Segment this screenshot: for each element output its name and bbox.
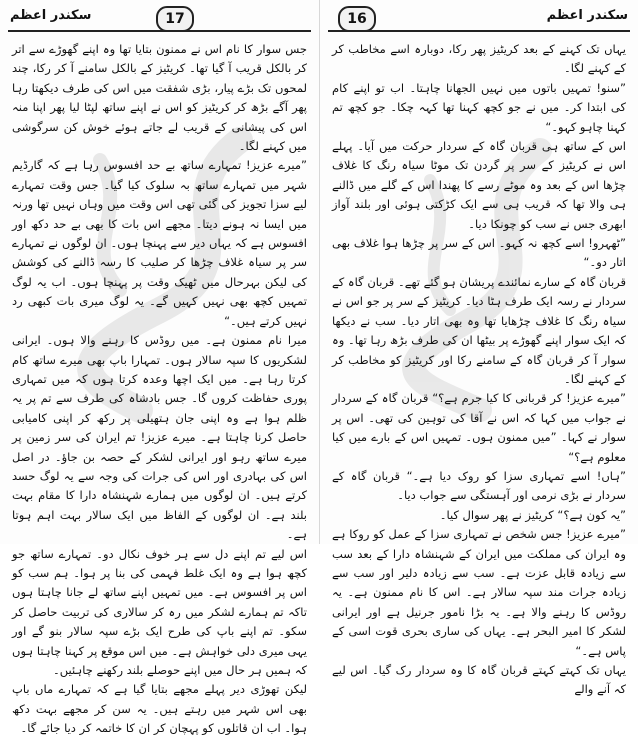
paragraph: جس سوار کا نام اس نے ممنون بتایا تھا وہ اپنے گھوڑے سے اتر کر بالکل قریب آ گیا تھا۔ کریٹیز کے بالکل سامنے آ کر رکا، چند لمحوں تک بڑے پیار، بڑی شفقت میں اس کی طرف دیکھتا رہا پھر آگے بڑھ کر کریٹیز کو اس نے اپنے ساتھ لپٹا لیا پھر اپنا منہ اس کی پیشانی کے قریب لے جاتے ہوئے خوش کن سرگوشی میں کہنے لگا۔ <box>12 42 307 154</box>
right-page <box>320 0 638 697</box>
running-title: سکندر اعظم <box>546 8 628 23</box>
page-number: 16 <box>338 6 376 32</box>
page-header-left <box>8 6 311 32</box>
page-body-right <box>332 40 626 697</box>
paragraph: ”یہ کون ہے؟“ کریٹیز نے پھر سوال کیا۔ <box>439 507 626 522</box>
paragraph: میرا نام ممنون ہے۔ میں روڈس کا رہنے والا ہوں۔ ایرانی لشکریوں کا سپہ سالار ہوں۔ تمہارا باپ بھی میرے ساتھ کام کرتا رہا ہے۔ میں ایک اچھا وعدہ کرتا ہوں کہ میں تمہاری پوری حفاظت کروں گا۔ جس بادشاہ کی طرف سے تم پر یہ ظلم ہوا ہے وہ اپنی جان ہتھیلی پر رکھ کر اپنی کامیابی حاصل کرنا چاہتا ہے۔ میرے عزیز! تم ایران کی سر زمین پر میرے ساتھ رہو اور ایرانی لشکر کے حصہ بن جاؤ۔ در اصل اس کی بہادری اور اس کی جرات کی وجہ سے یہ لوگ حسد کرتے ہیں۔ ان لوگوں میں ہمارے شہنشاہ دارا کا مقام بہت بلند ہے۔ ان لوگوں کے الفاظ میں ایک سالار بہت اہم ہوتا ہے۔ <box>12 333 307 542</box>
paragraph: ”ٹھہرو! اسے کچھ نہ کہو۔ اس کے سر پر چڑھا ہوا غلاف بھی اتار دو۔“ <box>332 236 626 270</box>
page-body-left <box>12 40 307 736</box>
paragraph: ”میرے عزیز! تمہارے ساتھ بے حد افسوس رہا ہے کہ گارڈیم شہر میں تمہارے ساتھ بہ سلوک کیا گیا۔ جس وقت تمہارے لیے سزا تجویز کی گئی تھی اس وقت میں وہاں نہیں تھا ورنہ میں ایسا نہ ہونے دیتا۔ مجھے اس بات کا بھی بے حد دکھ اور افسوس ہے کہ یہاں دیر سے پہنچا ہوں۔ ان لوگوں نے تمہارے سر پر سیاہ غلاف چڑھا کر صلیب کا رسہ ڈالنے کی کوشش کی لیکن بہرحال میں ٹھیک وقت پر پہنچا ہوں۔ اب یہ لوگ تمہیں کچھ بھی نہیں کہیں گے۔ یہ لوگ میری بات کبھی رد نہیں کرتے ہیں۔“ <box>12 158 307 328</box>
paragraph: ”ہاں! اسے تمہاری سزا کو روک دیا ہے۔“ قربان گاہ کے سردار نے بڑی نرمی اور آہستگی سے جواب دیا۔ <box>332 468 626 503</box>
paragraph: ”سنو! تمہیں باتوں میں نہیں الجھانا چاہتا۔ اب تو اپنے کام کی ابتدا کر۔ میں نے جو کچھ کہنا تھا کہہ چکا۔ جو کچھ تم کہنا چاہو کہو۔“ <box>332 80 626 134</box>
paragraph: اس لیے تم اپنے دل سے ہر خوف نکال دو۔ تمہارے ساتھ جو کچھ ہوا ہے وہ ایک غلط فہمی کی بنا پر ہوا۔ ہم سب کو اس پر افسوس ہے۔ میں تمہیں اپنے ساتھ لے جانا چاہتا ہوں تاکہ تم ہمارے لشکر میں رہ کر سالاری کی تربیت حاصل کر سکو۔ تم اپنے باپ کی طرح ایک بڑے سپہ سالار بنو گے اور یہی میری دلی خواہش ہے۔ میں اس موقع پر کہنا چاہتا ہوں کہ ہمیں ہر حال میں اپنے حوصلے بلند رکھنے چاہئیں۔ <box>12 546 307 677</box>
paragraph: قربان گاہ کے سارے نمائندے پریشان ہو گئے تھے۔ قربان گاہ کے سردار نے رسہ ایک طرف ہٹا دیا۔ کریٹیز کے سر پر جو اس نے سیاہ رنگ کا غلاف چڑھایا تھا وہ بھی اتار دیا۔ سب نے دیکھا کہ ایک سوار اپنے گھوڑے پر بیٹھا ان کی طرف بڑھ رہا تھا۔ وہ سوار آ کر قربان گاہ کے سامنے رکا اور کریٹیز کو مخاطب کر کے کہنے لگا۔ <box>332 274 626 386</box>
paragraph: یہاں تک کہنے کے بعد کریٹیز پھر رکا، دوبارہ اسے مخاطب کر کے کہنے لگا۔ <box>332 42 626 76</box>
page-number: 17 <box>156 6 194 32</box>
paragraph: ”میرے عزیز! جس شخص نے تمہاری سزا کے عمل کو روکا ہے وہ ایران کی مملکت میں ایران کے شہنشاہ دارا کے بعد سب سے زیادہ قابل عزت ہے۔ سب سے زیادہ دلیر اور سب سے زیادہ جرات مند سپہ سالار ہے۔ اس کا نام ممنون ہے۔ یہ روڈس کا رہنے والا ہے۔ یہ بڑا نامور جرنیل ہے اور ایرانی لشکر کا امیر البحر ہے۔ یہاں کی ساری بحری قوت اسی کے پاس ہے۔“ <box>332 527 626 658</box>
paragraph: یہاں تک کہتے کہتے قربان گاہ کا وہ سردار رک گیا۔ اس لیے کہ آنے والے <box>332 663 626 697</box>
paragraph: اس کے ساتھ ہی قربان گاہ کے سردار حرکت میں آیا۔ پہلے اس نے کریٹیز کے سر پر گردن تک موٹا سیاہ رنگ کا غلاف چڑھا اس کے بعد وہ موٹے رسے کا پھندا اس کے گلے میں ڈالنے ہی والا تھا کہ قریب ہی سے ایک کڑکتی ہوئی اور بلند آواز ابھری جس نے سب کو چونکا دیا۔ <box>332 139 626 231</box>
paragraph: ”میرے عزیز! کر قربانی کا کیا جرم ہے؟“ قربان گاہ کے سردار نے جواب میں کہا کہ اس نے آقا کی توہین کی تھی۔ اس پر سوار نے کہا۔ ”میں ممنون ہوں۔ تمہیں اس کے بارے میں کیا معلوم ہے؟“ <box>332 391 626 464</box>
running-title: سکندر اعظم <box>10 8 92 23</box>
left-page <box>0 0 320 736</box>
page-header-right <box>328 6 630 32</box>
paragraph: لیکن تھوڑی دیر پہلے مجھے بتایا گیا ہے کہ تمہارے ماں باپ بھی اس شہر میں رہتے ہیں۔ یہ سن کر مجھے بہت دکھ ہوا۔ اب ان قاتلوں کو پہچان کر ان کا خاتمہ کر دیا جائے گا۔ <box>12 682 307 736</box>
